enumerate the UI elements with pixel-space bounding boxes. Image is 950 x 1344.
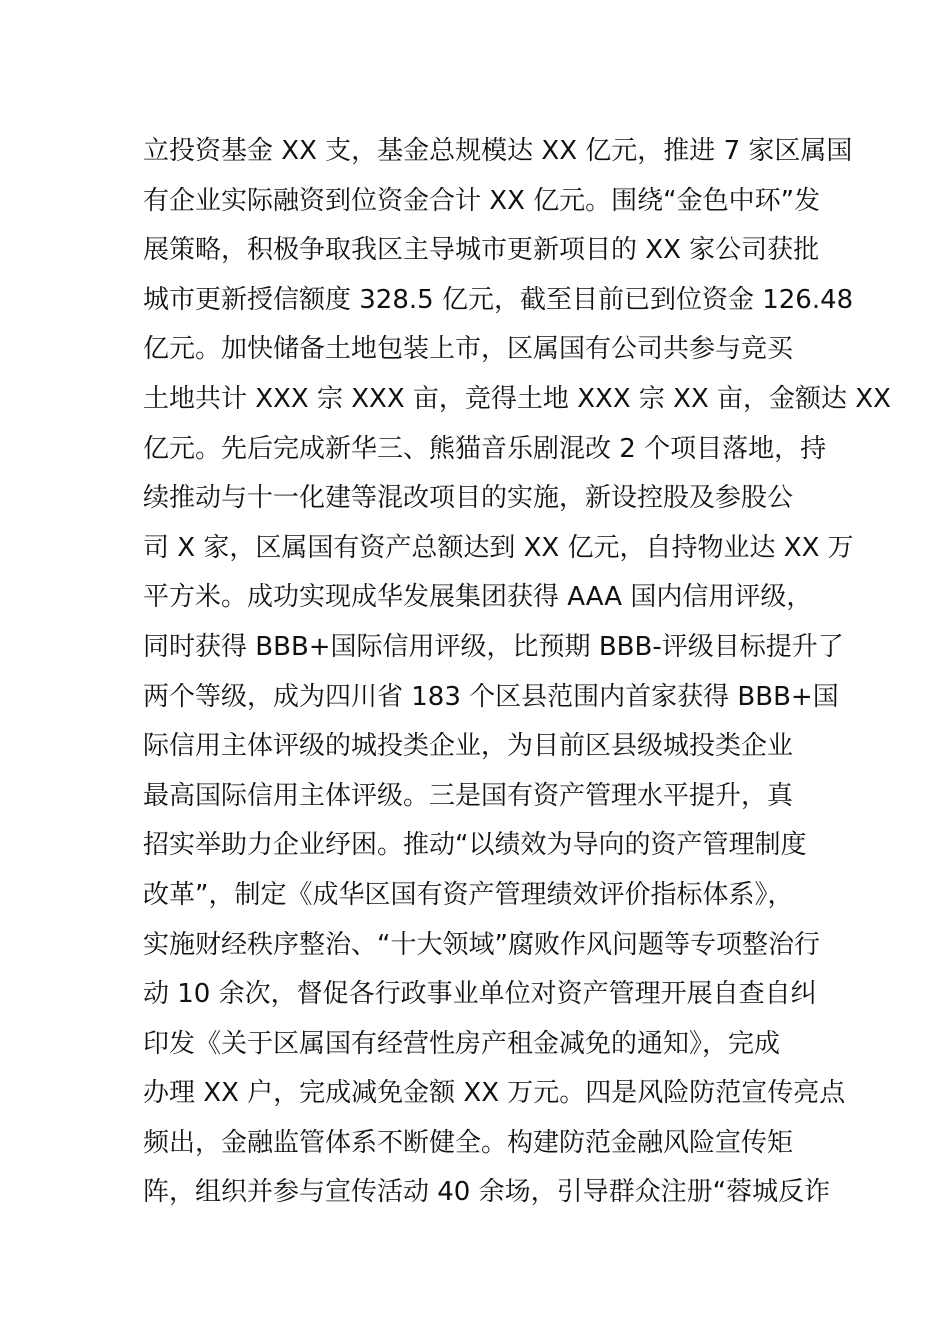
text-line: 实施财经秩序整治、“十大领域”腐败作风问题等专项整治行: [143, 929, 820, 960]
text-line: 招实举助力企业纾困。推动“以绩效为导向的资产管理制度: [143, 830, 807, 861]
text-line: 改革”，制定《成华区国有资产管理绩效评价指标体系》，: [143, 879, 794, 910]
text-line: 印发《关于区属国有经营性房产租金减免的通知》，完成: [143, 1028, 781, 1059]
text-line: 土地共计 XXX 宗 XXX 亩，竞得土地 XXX 宗 XX 亩，金额达 XX: [143, 383, 891, 414]
text-line: 展策略，积极争取我区主导城市更新项目的 XX 家公司获批: [143, 235, 820, 266]
text-line: 办理 XX 户，完成减免金额 XX 万元。四是风险防范宣传亮点: [143, 1078, 846, 1109]
text-line: 动 10 余次，督促各行政事业单位对资产管理开展自查自纠: [143, 979, 817, 1010]
body-text: [143, 127, 891, 1218]
text-line: 续推动与十一化建等混改项目的实施，新设控股及参股公: [143, 483, 794, 514]
text-line: 城市更新授信额度 328.5 亿元，截至目前已到位资金 126.48: [143, 284, 854, 315]
text-line: 司 X 家，区属国有资产总额达到 XX 亿元，自持物业达 XX 万: [143, 532, 854, 563]
text-line: 同时获得 BBB+国际信用评级，比预期 BBB-评级目标提升了: [143, 631, 844, 662]
text-line: 际信用主体评级的城投类企业，为目前区县级城投类企业: [143, 731, 794, 762]
text-line: 频出，金融监管体系不断健全。构建防范金融风险宣传矩: [143, 1127, 794, 1158]
text-line: 立投资基金 XX 支，基金总规模达 XX 亿元，推进 7 家区属国: [143, 136, 853, 166]
text-line: 两个等级，成为四川省 183 个区县范围内首家获得 BBB+国: [143, 681, 839, 712]
text-line: 平方米。成功实现成华发展集团获得 AAA 国内信用评级，: [143, 582, 813, 613]
text-line: 最高国际信用主体评级。三是国有资产管理水平提升，真: [143, 780, 794, 811]
text-line: 阵，组织并参与宣传活动 40 余场，引导群众注册“蓉城反诈: [143, 1177, 831, 1208]
text-line: 有企业实际融资到位资金合计 XX 亿元。围绕“金色中环”发: [143, 185, 821, 216]
text-line: 亿元。加快储备土地包装上市，区属国有公司共参与竞买: [143, 334, 794, 365]
text-line: 亿元。先后完成新华三、熊猫音乐剧混改 2 个项目落地，持: [143, 433, 827, 464]
